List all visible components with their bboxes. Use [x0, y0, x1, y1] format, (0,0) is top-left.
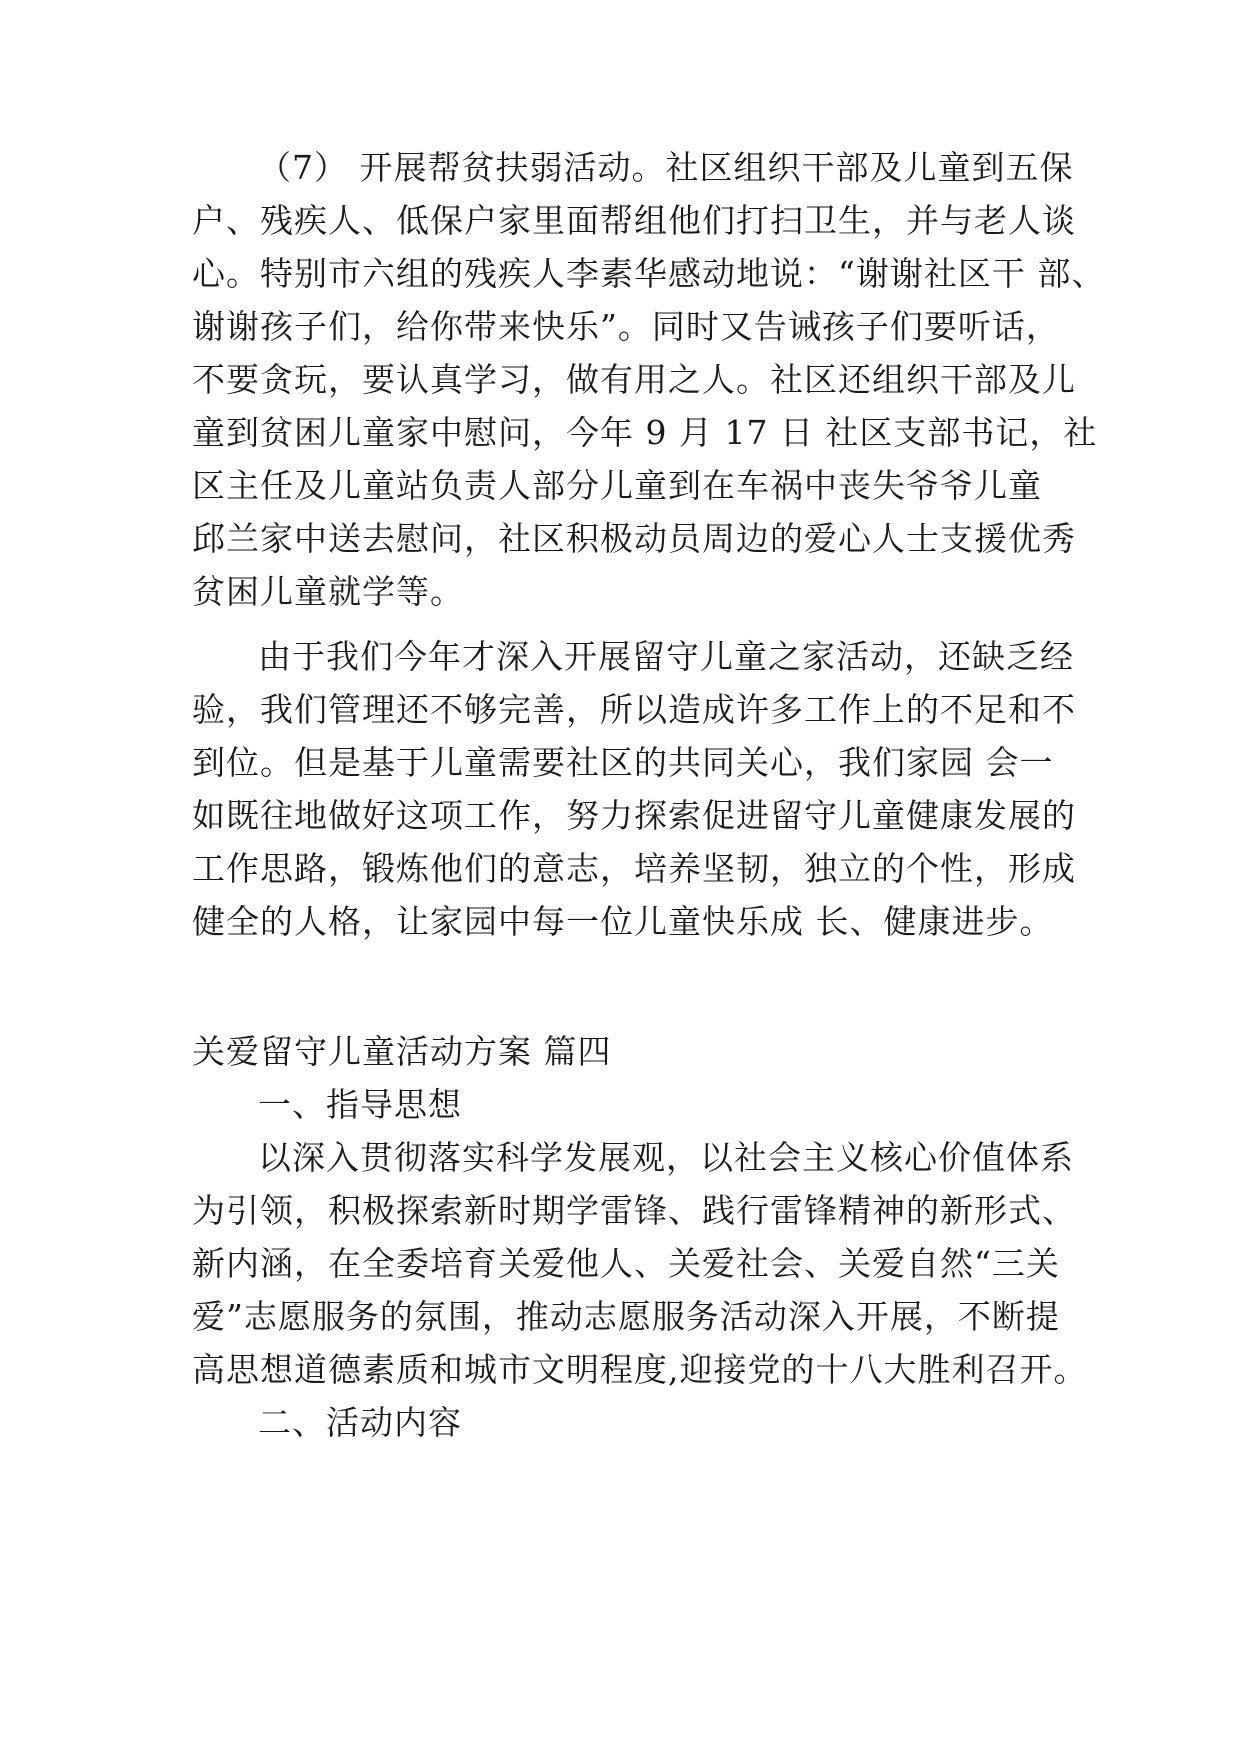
subsection-heading: 一、指导思想 [258, 1085, 462, 1124]
paragraph-line: 高思想道德素质和城市文明程度,迎接党的十八大胜利召开。 [192, 1350, 1088, 1389]
paragraph-line: 区主任及儿童站负责人部分儿童到在车祸中丧失爷爷儿童 [192, 466, 1042, 505]
paragraph-line: 为引领，积极探索新时期学雷锋、践行雷锋精神的新形式、 [192, 1191, 1076, 1230]
paragraph-line: 户、残疾人、低保户家里面帮组他们打扫卫生，并与老人谈 [192, 201, 1076, 240]
paragraph-line: 爱”志愿服务的氛围，推动志愿服务活动深入开展，不断提 [192, 1297, 1060, 1336]
paragraph-line: 不要贪玩，要认真学习，做有用之人。社区还组织干部及儿 [192, 360, 1076, 399]
section-heading: 关爱留守儿童活动方案 篇四 [192, 1032, 612, 1071]
paragraph-line: 到位。但是基于儿童需要社区的共同关心，我们家园 会一 [192, 743, 1054, 782]
paragraph-line: 健全的人格，让家园中每一位儿童快乐成 长、健康进步。 [192, 902, 1054, 941]
paragraph-line: 童到贫困儿童家中慰问，今年 9 月 17 日 社区支部书记，社 [192, 413, 1098, 452]
paragraph-line: 谢谢孩子们，给你带来快乐”。同时又告诫孩子们要听话， [192, 307, 1060, 346]
paragraph-line: 贫困儿童就学等。 [192, 572, 464, 611]
paragraph-line: （7） 开展帮贫扶弱活动。社区组织干部及儿童到五保 [258, 148, 1074, 187]
paragraph-line: 由于我们今年才深入开展留守儿童之家活动，还缺乏经 [258, 637, 1074, 676]
paragraph-line: 心。特别市六组的残疾人李素华感动地说：“谢谢社区干 部、 [192, 254, 1106, 293]
paragraph-line: 以深入贯彻落实科学发展观，以社会主义核心价值体系 [258, 1138, 1074, 1177]
subsection-heading: 二、活动内容 [258, 1403, 462, 1442]
paragraph-line: 如既往地做好这项工作，努力探索促进留守儿童健康发展的 [192, 796, 1076, 835]
paragraph-line: 工作思路，锻炼他们的意志，培养坚韧，独立的个性，形成 [192, 849, 1076, 888]
paragraph-line: 验，我们管理还不够完善，所以造成许多工作上的不足和不 [192, 690, 1076, 729]
paragraph-line: 新内涵，在全委培育关爱他人、关爱社会、关爱自然“三关 [192, 1244, 1060, 1283]
paragraph-line: 邱兰家中送去慰问，社区积极动员周边的爱心人士支援优秀 [192, 519, 1076, 558]
